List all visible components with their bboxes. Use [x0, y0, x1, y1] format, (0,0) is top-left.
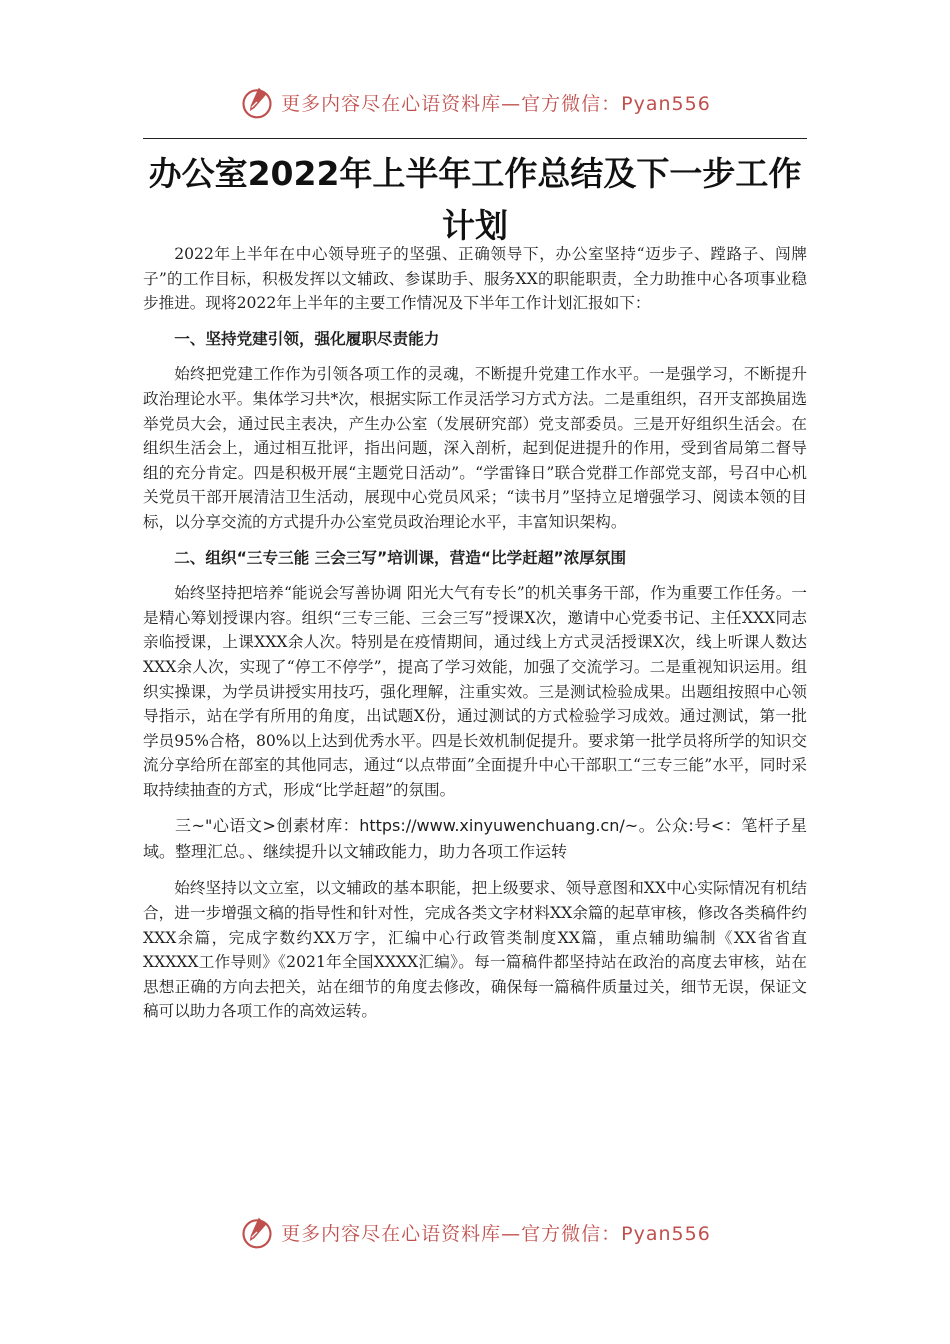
section-body-1: 始终把党建工作作为引领各项工作的灵魂，不断提升党建工作水平。一是强学习，不断提升政治理论水平。集体学习共*次，根据实际工作灵活学习方式方法。二是重组织，召开支部换届选举党员大会，通过民主表决，产生办公室（发展研究部）党支部委员。三是开好组织生活会。在组织生活会上，通过相互批评，指出问题，深入剖析，起到促进提升的作用，受到省局第二督导组的充分肯定。四是积极开展“主题党日活动”。“学雷锋日”联合党群工作部党支部，号召中心机关党员干部开展清洁卫生活动，展现中心党员风采；“读书月”坚持立足增强学习、阅读本领的目标，以分享交流的方式提升办公室党员政治理论水平，丰富知识架构。	[143, 365, 807, 531]
section-body-3: 始终坚持以文立室，以文辅政的基本职能，把上级要求、领导意图和XX中心实际情况有机结合，进一步增强文稿的指导性和针对性，完成各类文字材料XX余篇的起草审核，修改各类稿件约XXX余篇，完成字数约XX万字，汇编中心行政管类制度XX篇，重点辅助编制《XX省省直XXXXX工作导则》《2021年全国XXXX汇编》。每一篇稿件都坚持站在政治的高度去审核，站在思想正确的方向去把关，站在细节的角度去修改，确保每一篇稿件质量过关，细节无误，保证文稿可以助力各项工作的高效运转。	[143, 879, 807, 1021]
pen-nib-logo-icon	[239, 84, 275, 120]
document-title: 办公室2022年上半年工作总结及下一步工作计划	[148, 154, 802, 245]
banner-text: 更多内容尽在心语资料库—官方微信：Pyan556	[281, 1222, 711, 1245]
header-divider	[143, 138, 807, 139]
section-body-2: 始终坚持把培养“能说会写善协调 阳光大气有专长”的机关事务干部，作为重要工作任务。一是精心筹划授课内容。组织“三专三能、三会三写”授课X次，邀请中心党委书记、主任XXX同志亲临授课，上课XXX余人次。特别是在疫情期间，通过线上方式灵活授课X次，线上听课人数达XXX余人次，实现了“停工不停学”，提高了学习效能，加强了交流学习。二是重视知识运用。组织实操课，为学员讲授实用技巧，强化理解，注重实效。三是测试检验成果。出题组按照中心领导指示，站在学有所用的角度，出试题X份，通过测试的方式检验学习成效。通过测试，第一批学员95%合格，80%以上达到优秀水平。四是长效机制促提升。要求第一批学员将所学的知识交流分享给所在部室的其他同志，通过“以点带面”全面提升中心干部职工“三专三能”水平，同时采取持续抽查的方式，形成“比学赶超”的氛围。	[143, 584, 807, 799]
intro-paragraph: 2022年上半年在中心领导班子的坚强、正确领导下，办公室坚持“迈步子、蹚路子、闯牌子”的工作目标，积极发挥以文辅政、参谋助手、服务XX的职能职责，全力助推中心各项事业稳步推进。现将2022年上半年的主要工作情况及下半年工作计划汇报如下：	[143, 245, 807, 313]
footer-banner	[0, 1212, 950, 1252]
header-banner	[0, 82, 950, 122]
pen-nib-logo-icon	[239, 1214, 275, 1250]
document-body	[143, 242, 807, 1024]
section-heading-2: 二、组织“三专三能 三会三写”培训课，营造“比学赶超”浓厚氛围	[174, 548, 627, 567]
banner-text: 更多内容尽在心语资料库—官方微信：Pyan556	[281, 92, 711, 115]
section-heading-3: 三~"心语文>创素材库：https://www.xinyuwenchuang.cn/~。公众:号<：笔杆子星域。整理汇总。、继续提升以文辅政能力，助力各项工作运转	[143, 816, 807, 862]
section-heading-1: 一、坚持党建引领，强化履职尽责能力	[174, 329, 440, 348]
